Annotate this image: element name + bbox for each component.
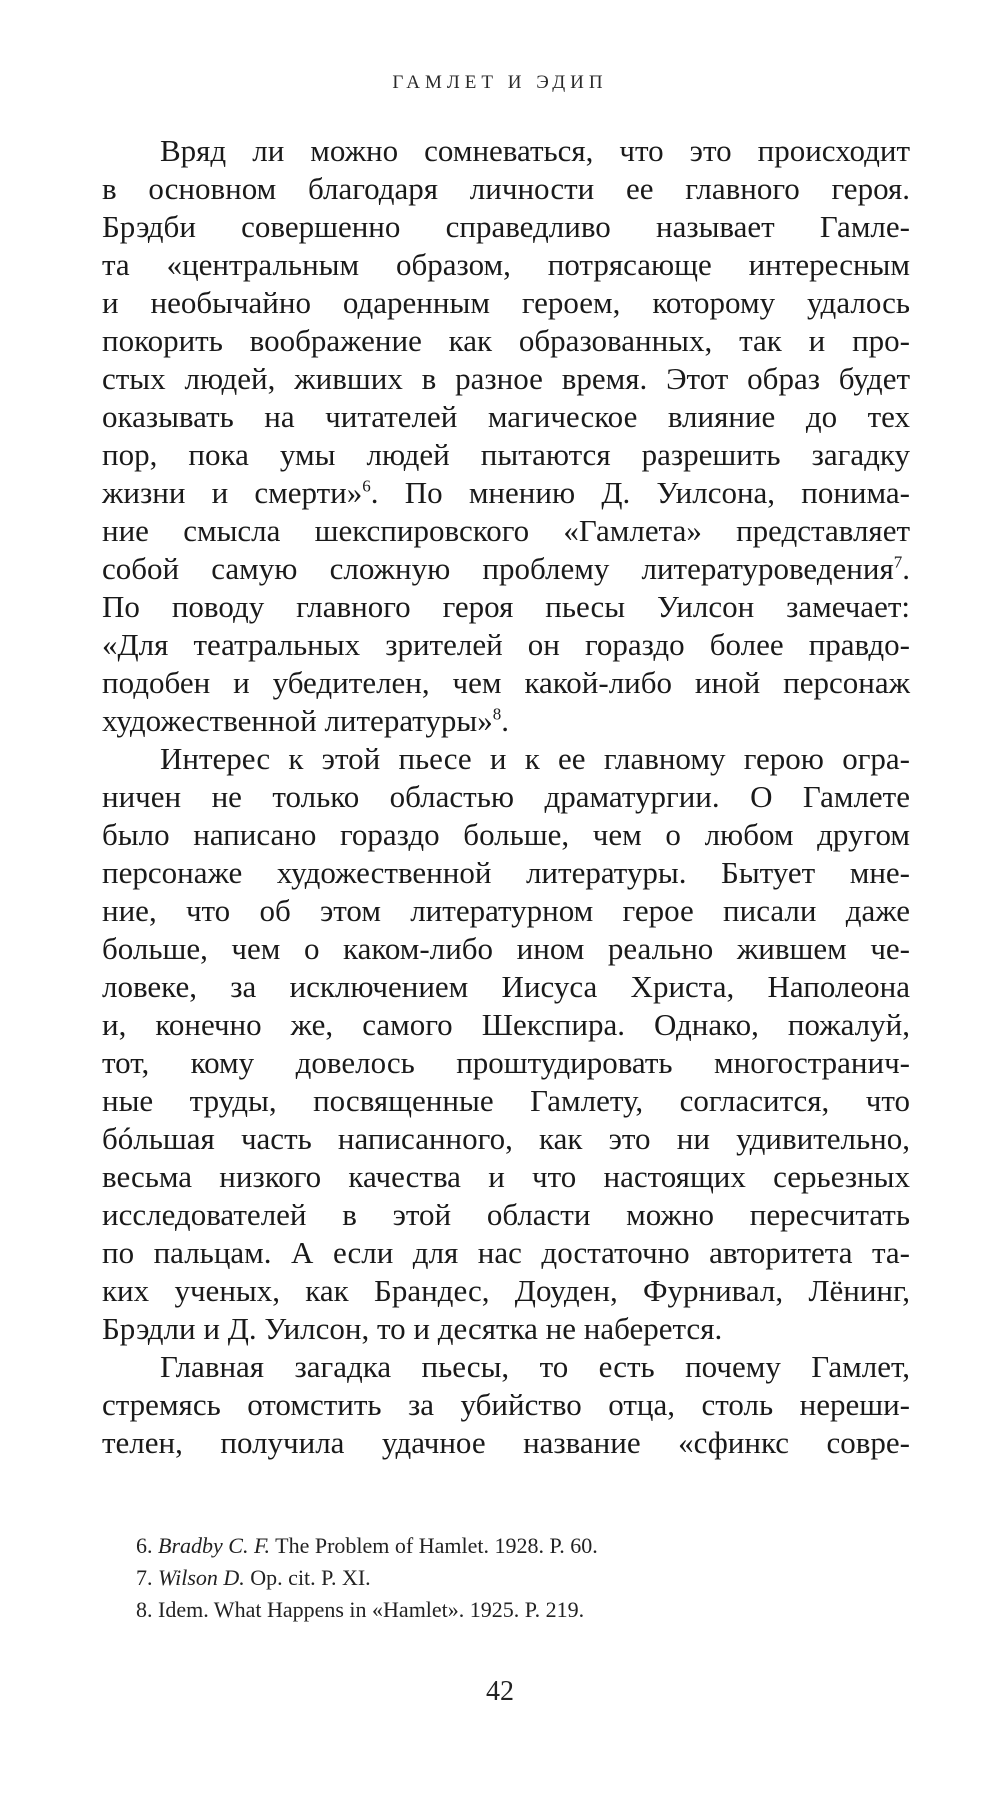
text-segment: художественной литературы» [102,703,493,738]
text-line: в основном благодаря личности ее главного героя. [102,171,910,206]
text-line: больше, чем о каком-либо ином реально жившем че- [102,931,910,966]
footnote-text: Op. cit. P. XI. [250,1565,371,1590]
text-line: Интерес к этой пьесе и к ее главному герою огра- [160,741,910,776]
text-segment: собой самую сложную проблему литературоведения [102,551,894,586]
text-line: ничен не только областью драматургии. О Гамлете [102,779,910,814]
text-line: жизни и смерти»$^6$. По мнению Д. Уилсона, понима- [102,475,910,510]
text-line: покорить воображение как образованных, так и про- [102,323,910,358]
text-line: ние смысла шекспировского «Гамлета» представляет [102,513,910,548]
text-line: подобен и убедителен, чем какой-либо иной персонаж [102,665,910,700]
text-line: Брэдли и Д. Уилсон, то и десятка не наберется. [102,1311,723,1346]
footnote [136,1562,896,1594]
text-line: бóльшая часть написанного, как это ни удивительно, [102,1121,910,1156]
footnote-number: 7. [136,1565,153,1590]
text-line: ких ученых, как Брандес, Доуден, Фурнивал, Лёнинг, [102,1273,910,1308]
footnote [136,1530,896,1562]
footnote-number: 6. [136,1533,153,1558]
footnotes [136,1530,896,1626]
text-line: телен, получила удачное название «сфинкс совре- [102,1425,910,1460]
footnote [136,1594,896,1626]
text-line: художественной литературы»$^8$. [102,703,509,738]
footnote-ref[interactable]: 7 [893,552,903,572]
text-line: «Для театральных зрителей он гораздо более правдо- [102,627,910,662]
footnote-text: The Problem of Hamlet. 1928. P. 60. [275,1533,598,1558]
text-line: пор, пока умы людей пытаются разрешить загадку [102,437,910,472]
text-line: По поводу главного героя пьесы Уилсон замечает: [102,589,910,624]
text-line: Вряд ли можно сомневаться, что это происходит [160,133,910,168]
text-segment: жизни и смерти» [102,475,363,510]
text-line: тот, кому довелось проштудировать многостранич- [102,1045,910,1080]
text-line: ловеке, за исключением Иисуса Христа, Наполеона [102,969,910,1004]
text-line: стремясь отомстить за убийство отца, столь нереши- [102,1387,910,1422]
text-line: ные труды, посвященные Гамлету, согласится, что [102,1083,910,1118]
footnote-text: Idem. What Happens in «Hamlet». 1925. P. 219. [158,1597,585,1622]
text-line: было написано гораздо больше, чем о любом другом [102,817,910,852]
page-number: 42 [486,1676,514,1707]
running-head: ГАМЛЕТ И ЭДИП [392,72,608,93]
text-line: по пальцам. А если для нас достаточно авторитета та- [102,1235,910,1270]
text-line: Брэдби совершенно справедливо называет Гамле- [102,209,910,244]
footnote-ref[interactable]: 8 [492,704,502,724]
text-line: весьма низкого качества и что настоящих серьезных [102,1159,910,1194]
text-line: ние, что об этом литературном герое писали даже [102,893,910,928]
text-line: оказывать на читателей магическое влияние до тех [102,399,910,434]
text-line: персонаже художественной литературы. Бытует мне- [102,855,910,890]
text-line: исследователей в этой области можно пересчитать [102,1197,910,1232]
body-text [102,132,910,1462]
text-line: та «центральным образом, потрясающе интересным [102,247,910,282]
footnote-author: Wilson D. [158,1565,245,1590]
text-line: собой самую сложную проблему литературоведения$^7$. [102,551,910,586]
text-line: стых людей, живших в разное время. Этот образ будет [102,361,910,396]
footnote-author: Bradby C. F. [158,1533,271,1558]
text-line: и, конечно же, самого Шекспира. Однако, пожалуй, [102,1007,910,1042]
text-line: и необычайно одаренным героем, которому удалось [102,285,910,320]
text-line: Главная загадка пьесы, то есть почему Гамлет, [160,1349,910,1384]
footnote-number: 8. [136,1597,153,1622]
text-segment: По мнению Д. Уилсона, понима- [404,475,910,510]
footnote-ref[interactable]: 6 [362,476,371,496]
